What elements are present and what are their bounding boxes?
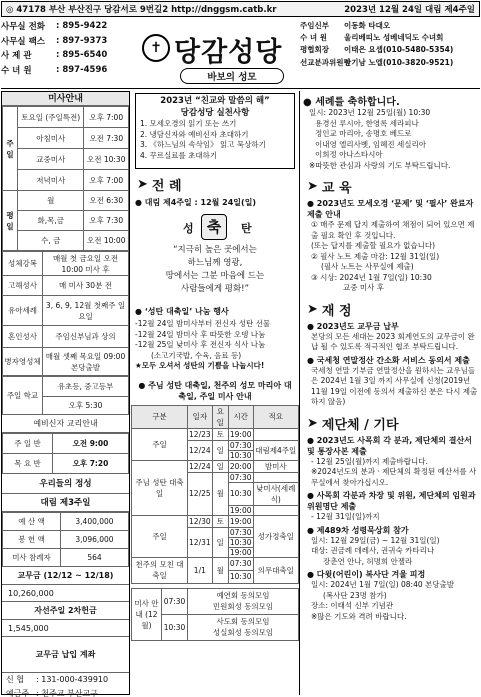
offering-value: 3,400,000 [61, 513, 129, 531]
organization-line: ※2024년도의 분과 · 제단체의 확정된 예산서를 사무실에서 찾아가십시오. [311, 467, 477, 487]
contact-value: 안기남 노엘(010-3820-9521) [344, 57, 454, 67]
theme-subtitle: 당감성당 실천사항 [180, 108, 250, 118]
schedule-note: 낮미사(세례식) [253, 482, 299, 505]
schedule-weekday: 토 [212, 515, 228, 527]
sacrament-value: 매 미사 30분 전 [43, 276, 129, 296]
mass-row [3, 170, 129, 191]
schedule-note: 성가정축일 [253, 515, 299, 557]
catechumen-value: 오후 7:20 [53, 454, 129, 474]
mass-time: 오전 10:00 [84, 231, 129, 251]
baptism-line: 이내영 엘리사벳, 임혜진 세실리아 [315, 139, 426, 149]
contact-row [300, 44, 480, 56]
schedule-date: 1/1 [188, 557, 213, 583]
mass-name: 저녁미사 [18, 170, 84, 191]
offering-value: 564 [61, 549, 129, 567]
bottom-line: 민원회성 동의모임 [212, 602, 274, 611]
dues-title: 교무금 (12/12 ~ 12/18) [2, 567, 129, 585]
contact-row [1, 34, 134, 49]
schedule-time: 07:30 [229, 527, 252, 537]
schedule-time: 07:30 [229, 472, 252, 482]
organization-heading: ● 2023년도 사목회 각 분과, 제단체의 결산서 및 통장사본 제출 [307, 435, 472, 456]
second-collection-title: 자선주일 2차헌금 [2, 602, 129, 620]
offering-key: 예 산 액 [3, 513, 61, 531]
schedule-date: 12/23 [189, 429, 211, 439]
col-header: 일자 [188, 405, 213, 428]
finance-heading: ● 국세청 연말정산 간소화 서비스 동의서 제출 [307, 355, 470, 365]
theme-item: 3. 《하느님의 속삭임》 읽고 묵상하기 [140, 140, 266, 149]
schedule-time: 19:00 [229, 516, 252, 526]
bottom-line: 사도회 동의모임 [216, 617, 270, 626]
schedule-header-row [132, 405, 299, 428]
mass-name: 월 [18, 191, 84, 211]
catechumen-table [2, 433, 129, 474]
offering-title: 우리들의 정성 [2, 474, 129, 494]
organization-line: - 12월 25일(월)까지 제출바랍니다. [311, 456, 428, 466]
schedule-note [253, 505, 299, 515]
contact-value: : 897-9373 [56, 35, 108, 46]
education-line: ② 필사 노트 제출 마감: 12월 31일(일) [311, 251, 440, 261]
account-key: 신 협 [6, 675, 24, 684]
organization-title: 제단체 / 기타 [321, 417, 399, 433]
contact-key: 선교분과위원장 [300, 57, 351, 67]
offering-table [2, 512, 129, 567]
offering-value: 3,096,000 [61, 531, 129, 549]
bottom-line: 예연회 동의모임 [216, 591, 270, 600]
mass-day: 주일 [3, 107, 18, 191]
organization-header [307, 414, 480, 433]
christmas-banner [131, 216, 299, 238]
organization-heading: ● 사목회 각분과 차장 및 위원, 제단체의 임원과 위원명단 제출 [307, 491, 476, 511]
finance-header [307, 300, 480, 319]
organization-line: 장소: 이태석 신부 기념관 [311, 601, 394, 610]
col-header: 적요 [253, 405, 299, 428]
organization-line: 대상: 권금례 데레사, 권귀숙 카타리나 [311, 546, 435, 555]
sacrament-row [3, 252, 129, 276]
contact-row [1, 48, 134, 63]
contact-key: 수 녀 원 [300, 32, 327, 42]
account-value: : 천주교 부산교구 [36, 689, 98, 697]
sacrament-key: 병자영성체 [3, 348, 43, 376]
mass-row [3, 107, 129, 128]
schedule-weekday: 토 [212, 428, 228, 440]
contact-key: 평협회장 [300, 45, 329, 55]
catechumen-key: 목 요 반 [3, 454, 53, 474]
schedule-date: 12/25 [188, 472, 213, 515]
sacrament-row [3, 296, 129, 326]
sunday-school-target: 유초등, 중고등부 [43, 377, 129, 397]
finance-line: 본당의 모든 세대는 2023 회계연도의 교무금이 완납 될 수 있도록 적극적인 협조 부탁드립니다. [311, 331, 475, 351]
schedule-weekday: 월 [212, 472, 228, 515]
contact-left [1, 19, 134, 77]
mass-time: 오전 7:30 [84, 128, 129, 149]
catechumen-value: 오전 9:00 [53, 434, 129, 454]
header-bar [1, 1, 480, 17]
contact-key: 사무실 전화 [1, 22, 46, 33]
second-collection-value: 1,545,000 [2, 620, 129, 637]
sacrament-row [3, 348, 129, 376]
organization-line: (복사단 23명 참가) [323, 590, 387, 600]
mass-row [3, 128, 129, 149]
offering-week: 대림 제3주일 [2, 494, 129, 512]
account-row [2, 673, 129, 687]
contact-value: : 897-4596 [56, 64, 108, 75]
offering-row [3, 549, 129, 567]
mass-row [3, 149, 129, 170]
liturgy-sunday: ● 대림 제4주일 : 12월 24일(일) [135, 198, 257, 207]
schedule-weekday: 일 [212, 460, 228, 472]
event-line: (소고기국밥, 수육, 음료 등) [151, 350, 242, 360]
theme-item: 1. 모세오경의 읽기 또는 쓰기 [140, 119, 237, 128]
bottom-detail [188, 614, 299, 640]
baptism-heading: ● 세례를 축하합니다. [303, 97, 400, 108]
mass-name: 수, 금 [18, 231, 84, 251]
bottom-row [132, 588, 299, 614]
christmas-schedule-table [131, 405, 299, 584]
theme-box [135, 93, 295, 169]
contact-value: 울리베띠노 성베네딕도 수녀회 [344, 32, 444, 42]
bottom-time: 07:30 [162, 588, 188, 614]
account-row [2, 687, 129, 697]
schedule-category: 천주의 모친 대축일 [132, 557, 188, 583]
sacrament-table [2, 251, 129, 376]
liturgy-title: 전 례 [151, 178, 182, 194]
col-header: 요일 [212, 405, 228, 428]
contact-key: 주임신부 [300, 20, 329, 30]
sacrament-value: 주임신부님과 상의 [43, 326, 129, 348]
schedule-weekday: 월 [212, 557, 228, 583]
schedule-note [253, 472, 299, 482]
mass-name: 화,목,금 [18, 211, 84, 231]
church-title: 당감성당 [174, 37, 283, 68]
bottom-time: 10:30 [162, 614, 188, 640]
schedule-row [132, 428, 299, 440]
schedule-weekday: 일 [212, 527, 228, 557]
banner-left: 성 [183, 222, 194, 235]
banner-right: 탄 [241, 222, 252, 235]
offering-row [3, 531, 129, 549]
schedule-time: 20:00 [229, 461, 252, 471]
mass-day: 평일 [3, 191, 18, 251]
education-line: (필사 노트는 사무실에 제출) [321, 262, 414, 271]
event-line: -12월 24일 밤미사부터 전신자 성탄 선물 [135, 319, 271, 328]
education-line: ③ 시상: 2024년 1월 7일(일) 10:30 [311, 272, 432, 282]
organization-heading: ● 제489차 성령묵상회 참가 [307, 525, 409, 535]
schedule-row [132, 460, 299, 472]
dues-value: 10,260,000 [2, 585, 129, 602]
arrow-icon: ➤ [307, 415, 318, 431]
arrow-icon: ➤ [137, 176, 148, 192]
schedule-weekday: 일 [212, 440, 228, 460]
address-text: ◎ 47178 부산 부산진구 당감서로 9번길2 http://dnggsm.catb.kr [6, 5, 277, 15]
schedule-note: 의무대축일 [253, 557, 299, 583]
education-header [307, 177, 480, 196]
schedule-heading: ● 주님 성탄 대축일, 천주의 성모 마리아 대축일, 주일 미사 안내 [138, 380, 292, 401]
schedule-row [132, 557, 299, 570]
contact-key: 사 제 관 [1, 51, 32, 62]
offering-key: 미사 참례자 [3, 549, 61, 567]
schedule-time: 10:30 [229, 537, 252, 547]
mass-time: 오후 7:30 [84, 211, 129, 231]
event-line: ★모두 오셔서 성탄의 기쁨을 나눕시다! [135, 361, 265, 370]
organization-heading: ● 다윗(어린이) 복사단 겨울 피정 [307, 570, 426, 579]
education-line: ① 매주 문제 답지 제출하여 채점이 되어 있으면 제출 필요 확인 후 것입니다. [311, 220, 475, 240]
scripture-quote [131, 244, 299, 296]
baptism-line: ※따뜻한 관심과 사랑의 기도 부탁드립니다. [309, 160, 451, 170]
sacrament-key: 유아세례 [3, 296, 43, 326]
organization-line: ※많은 기도와 격려 바랍니다. [311, 611, 407, 621]
contact-value: 이동화 타대오 [344, 20, 391, 30]
sunday-school-label: 주일 학교 [3, 377, 43, 415]
schedule-time: 07:30 [229, 440, 252, 450]
schedule-time: 10:30 [229, 572, 252, 581]
schedule-note: 밤미사 [253, 460, 299, 472]
education-title: 교 육 [321, 181, 352, 196]
schedule-time: 19:00 [229, 547, 252, 557]
schedule-date: 12/24 [189, 461, 211, 471]
education-line: (또는 답지를 제출할 필요가 없습니다) [311, 241, 436, 250]
mass-name: 아침미사 [18, 128, 84, 149]
sacrament-key: 고해성사 [3, 276, 43, 296]
account-title: 교무금 납입 계좌 [2, 637, 129, 673]
catechumen-row [3, 454, 129, 474]
quote-line: 땅에서는 그분 마음에 드는 [165, 271, 265, 281]
catechumen-key: 주 일 반 [3, 434, 53, 454]
mass-table [2, 106, 129, 251]
organization-line: 일시: 12월 29일(금) ~ 12월 31일(일) [311, 535, 440, 545]
bottom-detail [188, 588, 299, 614]
contact-row [1, 63, 134, 78]
schedule-time: 19:00 [229, 505, 252, 515]
theme-item: 2. 냉담신자와 예비신자 초대하기 [140, 129, 249, 139]
organization-line: 일시: 2024년 1월 7일(일) 08:40 본당출발 [311, 580, 454, 589]
theme-item: 4. 꾸르실료를 초대하기 [140, 150, 218, 160]
event-heading: ● ‘성탄 대축일’ 나눔 행사 [135, 307, 229, 316]
catechumen-title: 예비신자 교리안내 [2, 415, 129, 433]
schedule-row [132, 515, 299, 527]
contact-value: : 895-9422 [56, 21, 108, 32]
mass-row [3, 211, 129, 231]
contact-row [1, 19, 134, 34]
mass-time: 오후 7:00 [84, 107, 129, 128]
offering-row [3, 513, 129, 531]
sunday-school-row [3, 377, 129, 397]
account-key: 예금주 [6, 689, 30, 697]
notices-column [299, 91, 480, 695]
mass-name: 토요일 (주일특전) [18, 107, 84, 128]
mass-time: 오전 10:30 [84, 149, 129, 170]
account-value: : 131-000-439910 [36, 675, 109, 684]
arrow-icon: ➤ [307, 301, 318, 317]
church-subtitle: 바보의 성모 [180, 68, 284, 84]
contact-row [300, 56, 480, 68]
sacrament-value: 3, 6, 9, 12월 첫째주 일요일 [43, 296, 129, 326]
bottom-line: 성실회성 동의모임 [212, 628, 274, 637]
col-header: 시간 [228, 405, 253, 428]
schedule-note: 대림제4주일 [253, 440, 299, 460]
schedule-category: 주일 [132, 515, 188, 557]
schedule-time: 19:00 [229, 429, 252, 439]
mass-column [1, 91, 130, 695]
bottom-schedule-table [131, 588, 299, 641]
finance-heading: ● 2023년도 교무금 납부 [307, 321, 399, 331]
baptism-line: 정인교 마리아, 송명호 베드로 [315, 129, 412, 138]
church-logo [140, 30, 290, 90]
mass-row [3, 191, 129, 211]
contact-value: : 895-6540 [56, 50, 108, 61]
baptism-line: 이희정 아나스타시아 [315, 150, 383, 159]
schedule-date: 12/31 [188, 527, 213, 557]
sacrament-key: 성체강복 [3, 252, 43, 276]
quote-line: 사람들에게 평화!” [181, 284, 249, 294]
organization-line: 장춘연 안나, 허명희 안젤라 [323, 556, 413, 566]
mass-time: 오전 6:30 [84, 191, 129, 211]
contact-row [300, 31, 480, 43]
sacrament-row [3, 326, 129, 348]
sunday-school-table [2, 376, 129, 415]
sacrament-value: 매월 셋째 목요일 09:00 본당출발 [43, 348, 129, 376]
baptism-line: 용경선 루시아, 한영록 세라피나 [315, 118, 419, 128]
organization-line: - 12월 31일(일)까지 [311, 512, 380, 521]
schedule-category: 주님 성탄 대축일 [132, 460, 188, 515]
education-heading: ● 2023년도 모세오경 ‘문제’ 및 ‘필사’ 완료자 제출 안내 [307, 199, 474, 219]
contact-right [300, 19, 480, 68]
liturgy-header [137, 175, 299, 193]
contact-key: 수 녀 원 [1, 65, 32, 76]
col-header: 구분 [132, 405, 188, 428]
theme-year: 2023년 “친교와 말씀의 해” [160, 96, 270, 106]
mass-title: 미사안내 [2, 92, 129, 106]
schedule-category: 주일 [132, 428, 188, 460]
education-line: 교중 미사 후 [343, 283, 384, 292]
offering-key: 봉 헌 액 [3, 531, 61, 549]
liturgy-column [131, 91, 299, 695]
event-line: -12월 24일 밤미사 후 따뜻한 오뎅 나눔 [135, 329, 266, 339]
event-line: -12월 25일 낮미사 후 전신자 식사 나눔 [135, 340, 266, 349]
sacrament-value: 매월 첫 금요일 오전 10:00 미사 후 [43, 252, 129, 276]
banner-center: 축 [201, 214, 227, 240]
schedule-time: 07:30 [229, 559, 252, 568]
quote-line: “지극히 높은 곳에서는 [173, 245, 257, 255]
quote-line: 하느님께 영광, [187, 258, 243, 268]
cross-emblem-icon: ✝ [142, 34, 170, 62]
schedule-time: 10:30 [228, 482, 253, 505]
sacrament-row [3, 276, 129, 296]
baptism-line: 일시: 2023년 12월 25일(월) 10:30 [309, 108, 431, 117]
schedule-date: 12/24 [188, 440, 213, 460]
header-divider [1, 88, 480, 89]
mass-name: 교중미사 [18, 149, 84, 170]
bottom-label: 미사 안내 (12월) [132, 588, 162, 640]
schedule-time: 10:30 [229, 450, 252, 460]
schedule-date: 12/30 [189, 516, 211, 526]
contact-row [300, 19, 480, 31]
finance-line: 국세청 연말 기부금 연말정산을 원하시는 교우님들은 2024년 1월 3일 까지 사무실에 신청(2019년 11월 19일 이전에 동의서 제출하신 분은 다시 제출하지 않음) [311, 365, 478, 406]
contact-value: 이태은 요셉(010-5480-5354) [344, 45, 454, 55]
schedule-note [253, 428, 299, 440]
mass-time: 오후 7:00 [84, 170, 129, 191]
mass-row [3, 231, 129, 251]
sunday-school-time: 오후 5:30 [43, 397, 129, 415]
date-text: 2023년 12월 24일 대림 제4주일 [344, 5, 475, 15]
catechumen-row [3, 434, 129, 454]
sacrament-key: 혼인성사 [3, 326, 43, 348]
contact-key: 사무실 팩스 [1, 36, 46, 47]
finance-title: 재 정 [321, 303, 352, 319]
arrow-icon: ➤ [307, 179, 318, 194]
